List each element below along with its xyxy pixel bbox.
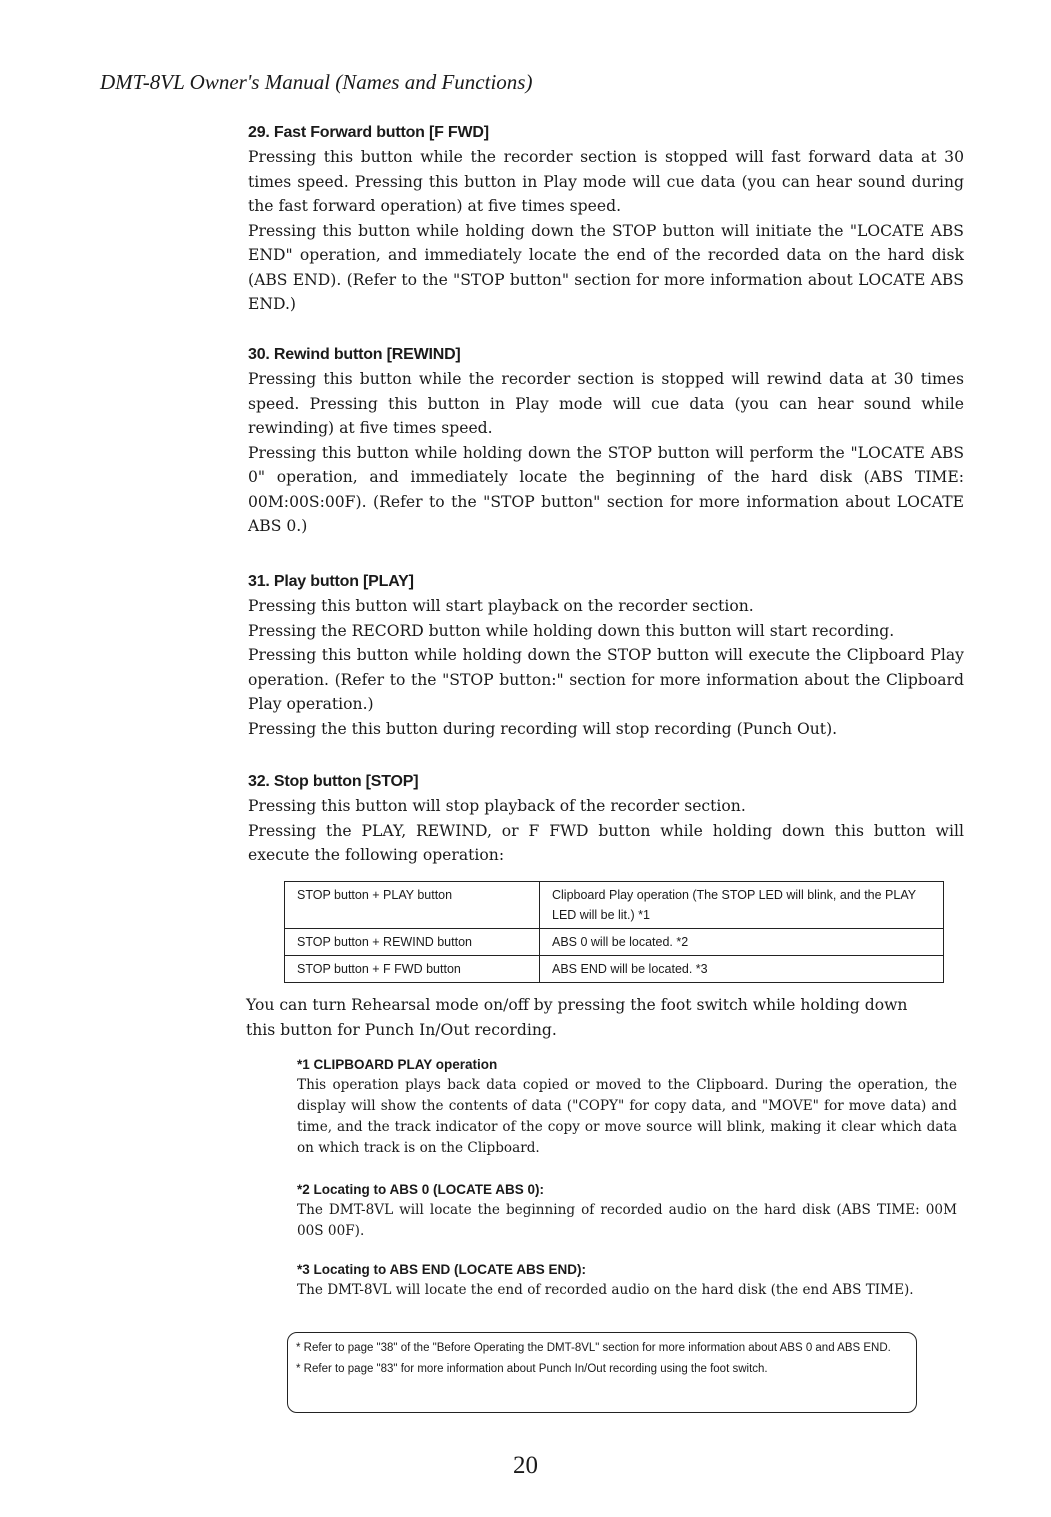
footnote-text: The DMT-8VL will locate the end of recorded audio on the hard disk (the end ABS TIME). <box>297 1282 914 1298</box>
rehearsal-paragraph: You can turn Rehearsal mode on/off by pressing the foot switch while holding down this button for Punch In/Out recording. <box>246 996 908 1039</box>
section-paragraph: Pressing this button while holding down the STOP button will execute the Clipboard Play operation. (Refer to the "STOP button:" section for more information about the Clipboard Play operation.) <box>248 646 964 713</box>
reference-line: * Refer to page "83" for more information about Punch In/Out recording using the foot switch. <box>296 1363 768 1375</box>
table-cell-result: Clipboard Play operation (The STOP LED will blink, and the PLAY LED will be lit.) *1 <box>540 882 944 929</box>
section-paragraph: Pressing this button while the recorder section is stopped will rewind data at 30 times speed. Pressing this button in Play mode will cue data (you can hear sound while rewinding) at five times speed. <box>248 370 964 437</box>
table-row <box>285 956 944 983</box>
footnote-text: The DMT-8VL will locate the beginning of recorded audio on the hard disk (ABS TIME: 00M 00S 00F). <box>297 1202 957 1239</box>
section-heading: 32. Stop button [STOP] <box>248 773 419 790</box>
table-cell-result: ABS 0 will be located. *2 <box>540 929 944 956</box>
reference-box <box>287 1332 917 1413</box>
section-heading: 29. Fast Forward button [F FWD] <box>248 124 489 141</box>
section-paragraph: Pressing this button while holding down the STOP button will initiate the "LOCATE ABS END" operation, and immediately locate the end of the recorded data on the hard disk (ABS END). (Refer to the "STOP button" section for more information about LOCATE ABS END.) <box>248 221 964 313</box>
section-fast-forward <box>248 124 964 317</box>
footnote-title: *2 Locating to ABS 0 (LOCATE ABS 0): <box>297 1182 545 1197</box>
table-row <box>285 882 944 929</box>
table-cell-combo: STOP button + F FWD button <box>285 956 540 983</box>
footnote-clipboard-play <box>297 1057 957 1159</box>
section-rewind <box>248 346 964 539</box>
table-row <box>285 929 944 956</box>
footnote-title: *3 Locating to ABS END (LOCATE ABS END): <box>297 1262 586 1277</box>
table-cell-combo: STOP button + REWIND button <box>285 929 540 956</box>
footnote-locate-abs-end <box>297 1262 957 1301</box>
section-play <box>248 573 964 741</box>
section-paragraph: Pressing this button while the recorder section is stopped will fast forward data at 30 times speed. Pressing this button in Play mode will cue data (you can hear sound during the fast forward operation) at five times speed. <box>248 148 964 215</box>
reference-line: * Refer to page "38" of the "Before Operating the DMT-8VL" section for more information about ABS 0 and ABS END. <box>296 1342 891 1354</box>
table-cell-result: ABS END will be located. *3 <box>540 956 944 983</box>
section-paragraph: Pressing this button while holding down the STOP button will perform the "LOCATE ABS 0" operation, and immediately locate the beginning of the hard disk (ABS TIME: 00M:00S:00F). (Refer to the "STOP button" section for more information about LOCATE ABS 0.) <box>248 443 964 535</box>
section-paragraph: Pressing the RECORD button while holding down this button will start recording. <box>248 621 895 640</box>
section-stop <box>248 773 964 868</box>
section-paragraph: Pressing this button will start playback on the recorder section. <box>248 597 754 615</box>
table-cell-combo: STOP button + PLAY button <box>285 882 540 929</box>
footnote-locate-abs-0 <box>297 1182 957 1242</box>
section-paragraph: Pressing this button will stop playback of the recorder section. <box>248 797 746 815</box>
page-header-title: DMT-8VL Owner's Manual (Names and Functions) <box>100 70 533 94</box>
section-paragraph: Pressing the this button during recording will stop recording (Punch Out). <box>248 719 838 738</box>
stop-operations-table <box>284 881 944 983</box>
page-number: 20 <box>513 1452 538 1479</box>
section-heading: 30. Rewind button [REWIND] <box>248 346 461 363</box>
footnote-text: This operation plays back data copied or moved to the Clipboard. During the operation, the display will show the contents of data ("COPY" for copy data, and "MOVE" for move data) and time, and the track indicator of the copy or move source will blink, making it clear which data on which track is on the Clipboard. <box>297 1077 957 1156</box>
section-paragraph: Pressing the PLAY, REWIND, or F FWD button while holding down this button will execute the following operation: <box>248 821 964 864</box>
footnote-title: *1 CLIPBOARD PLAY operation <box>297 1057 498 1072</box>
section-heading: 31. Play button [PLAY] <box>248 573 414 590</box>
